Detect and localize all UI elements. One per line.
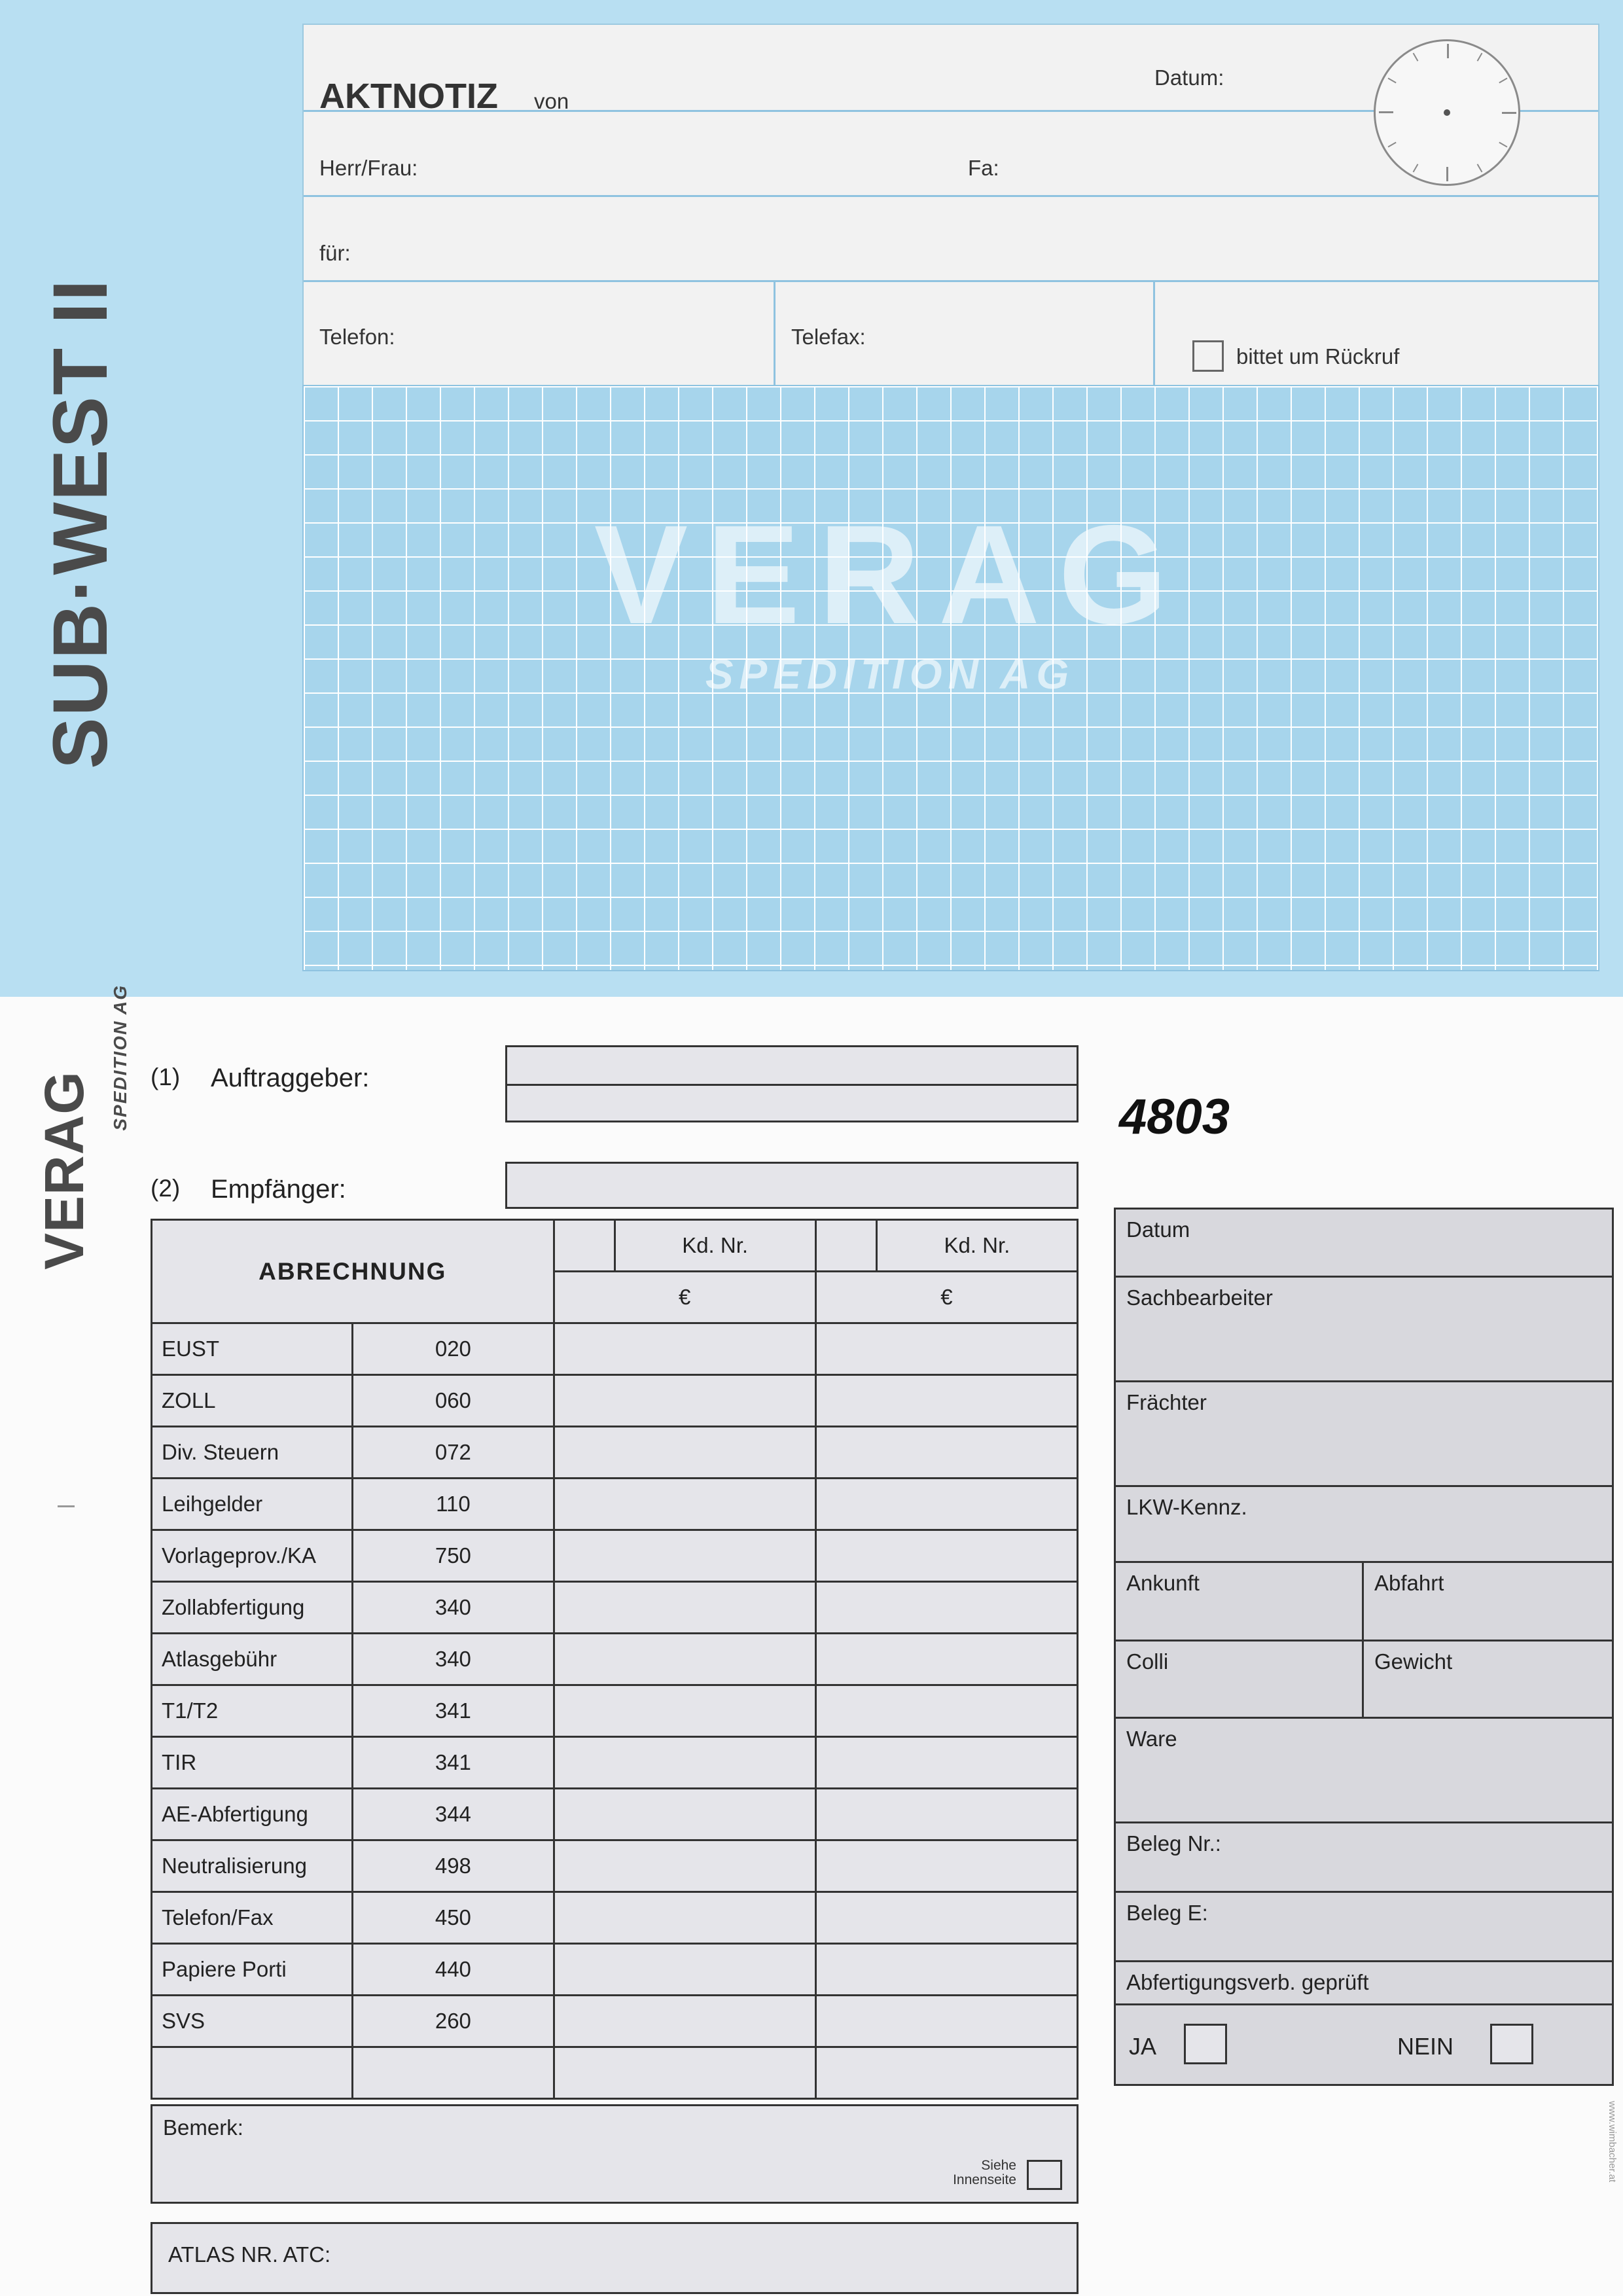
row-amount-1[interactable] — [554, 1737, 815, 1789]
table-row — [152, 1479, 1078, 1530]
row-amount-2[interactable] — [815, 1375, 1077, 1427]
verag-side-brand: VERAG — [33, 1071, 95, 1270]
row-name: Div. Steuern — [152, 1427, 353, 1479]
beleg-nr-label: Beleg Nr.: — [1126, 1831, 1221, 1856]
row-code: 440 — [353, 1944, 554, 1996]
phone-label: Telefon: — [319, 325, 395, 349]
row-amount-2[interactable] — [815, 1996, 1077, 2047]
fraechter-label: Frächter — [1126, 1390, 1207, 1414]
row-amount-2[interactable] — [815, 1530, 1077, 1582]
info-row-datum[interactable] — [1116, 1210, 1612, 1278]
row-code: 260 — [353, 1996, 554, 2047]
info-row-colli-gewicht — [1116, 1641, 1612, 1719]
atlas-box[interactable] — [151, 2222, 1079, 2294]
row-name[interactable] — [152, 2047, 353, 2099]
table-row — [152, 1737, 1078, 1789]
row-amount-1[interactable] — [554, 1582, 815, 1634]
person-label: Herr/Frau: — [319, 156, 418, 180]
spine-title: SUB·WEST II — [37, 278, 124, 769]
beleg-e-label: Beleg E: — [1126, 1901, 1208, 1925]
left-margin-dash — [58, 1505, 75, 1507]
abfahrt-label: Abfahrt — [1374, 1571, 1444, 1595]
row-code: 072 — [353, 1427, 554, 1479]
currency-header-1: € — [554, 1272, 815, 1323]
top-blue-section — [0, 0, 1623, 997]
row-code: 341 — [353, 1685, 554, 1737]
info-cell-abfahrt[interactable] — [1364, 1563, 1612, 1640]
info-row-ankunft-abfahrt — [1116, 1563, 1612, 1641]
info-row-ja-nein — [1116, 2005, 1612, 2084]
row-name: Neutralisierung — [152, 1840, 353, 1892]
divider-2 — [304, 195, 1598, 197]
date-label: Datum: — [1154, 65, 1224, 90]
row-code: 340 — [353, 1634, 554, 1685]
row-amount-1[interactable] — [554, 1375, 815, 1427]
table-row — [152, 1892, 1078, 1944]
see-inside-line1: Siehe — [981, 2158, 1016, 2173]
row-amount-1[interactable] — [554, 1427, 815, 1479]
row-amount-1[interactable] — [554, 1996, 815, 2047]
abfertigung-check-label: Abfertigungsverb. geprüft — [1126, 1970, 1369, 1994]
table-row — [152, 1685, 1078, 1737]
row-amount-2[interactable] — [815, 1737, 1077, 1789]
fax-label: Telefax: — [791, 325, 866, 349]
row-amount-2[interactable] — [815, 1634, 1077, 1685]
ware-label: Ware — [1126, 1727, 1177, 1751]
callback-checkbox[interactable] — [1192, 340, 1224, 372]
row-name: Telefon/Fax — [152, 1892, 353, 1944]
see-inside-line2: Innenseite — [953, 2172, 1016, 2188]
tick-cell-1[interactable] — [554, 1220, 615, 1272]
row-code: 498 — [353, 1840, 554, 1892]
row-code: 344 — [353, 1789, 554, 1840]
recipient-input[interactable] — [505, 1162, 1079, 1209]
row-code: 340 — [353, 1582, 554, 1634]
table-row — [152, 1789, 1078, 1840]
row-amount-2[interactable] — [815, 1944, 1077, 1996]
atlas-label: ATLAS NR. ATC: — [168, 2242, 331, 2267]
row-code: 110 — [353, 1479, 554, 1530]
row-amount-2[interactable] — [815, 1685, 1077, 1737]
row-amount-1[interactable] — [554, 1323, 815, 1375]
row-amount-1[interactable] — [554, 1892, 815, 1944]
edge-credit: www.wimbacher.at — [1607, 2101, 1618, 2183]
table-row — [152, 2047, 1078, 2099]
row-name: Papiere Porti — [152, 1944, 353, 1996]
table-row — [152, 1634, 1078, 1685]
row-amount-1[interactable] — [554, 1530, 815, 1582]
row-amount-2[interactable] — [815, 1427, 1077, 1479]
table-header-row — [152, 1220, 1078, 1272]
row-name: Vorlageprov./KA — [152, 1530, 353, 1582]
see-inside-label — [953, 2159, 1016, 2187]
billing-table — [151, 1219, 1079, 2100]
row-amount-2[interactable] — [815, 2047, 1077, 2099]
table-row — [152, 1375, 1078, 1427]
table-row — [152, 1582, 1078, 1634]
nein-label: NEIN — [1397, 2033, 1454, 2060]
page-title-suffix: von — [534, 89, 569, 113]
client-number: (1) — [151, 1064, 181, 1090]
row-code[interactable] — [353, 2047, 554, 2099]
for-label: für: — [319, 241, 351, 265]
row-name: EUST — [152, 1323, 353, 1375]
info-panel — [1114, 1208, 1614, 2086]
verag-side-brand-sub: SPEDITION AG — [110, 984, 130, 1131]
table-row — [152, 1427, 1078, 1479]
graph-paper-area — [302, 385, 1599, 971]
row-name: SVS — [152, 1996, 353, 2047]
remark-box[interactable] — [151, 2104, 1079, 2204]
row-name: Zollabfertigung — [152, 1582, 353, 1634]
info-row-lkw-kennz[interactable] — [1116, 1487, 1612, 1563]
row-amount-2[interactable] — [815, 1582, 1077, 1634]
row-amount-1[interactable] — [554, 1789, 815, 1840]
row-amount-1[interactable] — [554, 1944, 815, 1996]
kd-nr-header-2: Kd. Nr. — [876, 1220, 1077, 1272]
colli-label: Colli — [1126, 1649, 1169, 1674]
recipient-number: (2) — [151, 1175, 181, 1202]
table-row — [152, 1530, 1078, 1582]
row-amount-1[interactable] — [554, 1685, 815, 1737]
page-title: AKTNOTIZ — [319, 77, 498, 116]
row-amount-1[interactable] — [554, 1479, 815, 1530]
info-row-fraechter[interactable] — [1116, 1382, 1612, 1487]
divider-3 — [304, 280, 1598, 282]
row-name: TIR — [152, 1737, 353, 1789]
watermark-main: VERAG — [594, 495, 1186, 653]
table-row — [152, 1323, 1078, 1375]
row-code: 020 — [353, 1323, 554, 1375]
nein-checkbox[interactable] — [1490, 2024, 1533, 2064]
row-name: Leihgelder — [152, 1479, 353, 1530]
datum-label: Datum — [1126, 1217, 1190, 1242]
row-amount-2[interactable] — [815, 1789, 1077, 1840]
row-amount-2[interactable] — [815, 1840, 1077, 1892]
callback-label: bittet um Rückruf — [1236, 344, 1400, 368]
info-cell-gewicht[interactable] — [1364, 1641, 1612, 1717]
row-amount-2[interactable] — [815, 1479, 1077, 1530]
ja-checkbox[interactable] — [1184, 2024, 1227, 2064]
table-row — [152, 1840, 1078, 1892]
row-name: Atlasgebühr — [152, 1634, 353, 1685]
row-amount-2[interactable] — [815, 1323, 1077, 1375]
row-code: 750 — [353, 1530, 554, 1582]
kd-nr-header-1: Kd. Nr. — [615, 1220, 815, 1272]
ankunft-label: Ankunft — [1126, 1571, 1200, 1595]
info-row-beleg-e[interactable] — [1116, 1893, 1612, 1962]
row-amount-1[interactable] — [554, 2047, 815, 2099]
gewicht-label: Gewicht — [1374, 1649, 1453, 1674]
table-row — [152, 1996, 1078, 2047]
row-code: 341 — [353, 1737, 554, 1789]
lkw-kennz-label: LKW-Kennz. — [1126, 1495, 1247, 1519]
tick-cell-2[interactable] — [815, 1220, 876, 1272]
sachbearbeiter-label: Sachbearbeiter — [1126, 1285, 1273, 1310]
row-name: ZOLL — [152, 1375, 353, 1427]
row-name: T1/T2 — [152, 1685, 353, 1737]
clock-icon — [1374, 39, 1520, 186]
document-number: 4803 — [1119, 1089, 1230, 1145]
billing-title: ABRECHNUNG — [152, 1220, 554, 1323]
info-row-beleg-nr[interactable] — [1116, 1823, 1612, 1893]
client-input[interactable] — [505, 1045, 1079, 1122]
company-label: Fa: — [968, 156, 999, 180]
info-cell-colli[interactable] — [1116, 1641, 1364, 1717]
row-code: 060 — [353, 1375, 554, 1427]
table-row — [152, 1944, 1078, 1996]
info-row-ware[interactable] — [1116, 1719, 1612, 1823]
info-row-abfertigung-check — [1116, 1962, 1612, 2005]
currency-header-2: € — [815, 1272, 1077, 1323]
row-amount-1[interactable] — [554, 1840, 815, 1892]
watermark-sub: SPEDITION AG — [705, 651, 1075, 698]
ja-label: JA — [1129, 2033, 1157, 2060]
remark-label: Bemerk: — [163, 2115, 243, 2140]
row-code: 450 — [353, 1892, 554, 1944]
see-inside-checkbox[interactable] — [1027, 2160, 1062, 2190]
row-amount-2[interactable] — [815, 1892, 1077, 1944]
row-amount-1[interactable] — [554, 1634, 815, 1685]
info-row-sachbearbeiter[interactable] — [1116, 1278, 1612, 1382]
row-name: AE-Abfertigung — [152, 1789, 353, 1840]
client-label: Auftraggeber: — [211, 1064, 370, 1092]
info-cell-ankunft[interactable] — [1116, 1563, 1364, 1640]
recipient-label: Empfänger: — [211, 1175, 346, 1204]
